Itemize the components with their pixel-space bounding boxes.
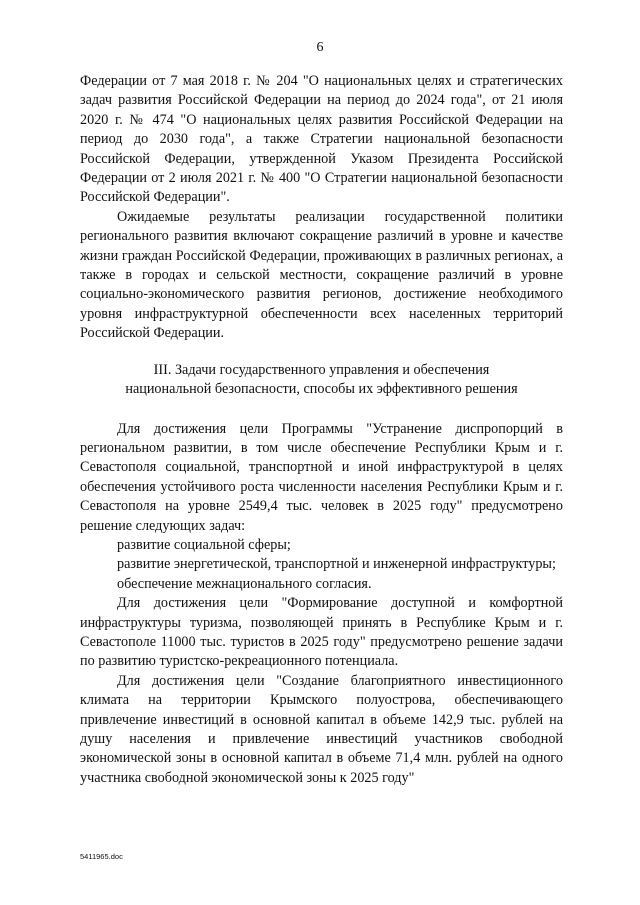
paragraph-goal-tourism: Для достижения цели "Формирование доступной и комфортной инфраструктуры туризма, позволяющей принять в Республике Крым и г. Севастополе 11000 тыс. туристов в 2025 году" предусмотрено решение задачи по развитию туристско-рекреационного потенциала. — [80, 595, 563, 670]
section-heading-line-1: III. Задачи государственного управления и обеспечения — [153, 361, 490, 378]
section-heading — [80, 361, 563, 400]
list-item-social-sphere: развитие социальной сферы; — [117, 536, 291, 553]
paragraph-goal-investment: Для достижения цели "Создание благоприятного инвестиционного климата на территории Крымского полуострова, обеспечивающего привлечение инвестиций в основной капитал в объеме 142,9 тыс. рублей на душу населения и привлечение инвестиций участников свободной экономической зоны в основной капитал в объеме 71,4 млн. рублей на одного участника свободной экономической зоны к 2025 году" — [80, 672, 563, 786]
document-filename: 5411965.doc — [80, 852, 123, 861]
section-heading-line-2: национальной безопасности, способы их эффективного решения — [125, 381, 518, 398]
page-number: 6 — [316, 40, 324, 55]
paragraph-expected-results: Ожидаемые результаты реализации государственной политики регионального развития включают сокращение различий в уровне и качестве жизни граждан Российской Федерации, проживающих в различных регионах, а также в городах и сельской местности, сокращение различий в уровне социально-экономического развития регионов, достижение необходимого уровня инфраструктурной обеспеченности всех населенных территорий Российской Федерации. — [80, 208, 563, 342]
list-item-infrastructure: развитие энергетической, транспортной и инженерной инфраструктуры; — [117, 556, 556, 573]
paragraph-decree-references: Федерации от 7 мая 2018 г. № 204 "О национальных целях и стратегических задач развития Российской Федерации на период до 2024 года", от 21 июля 2020 г. № 474 "О национальных целях развития Российской Федерации на период до 2030 года", а также Стратегии национальной безопасности Российской Федерации, утвержденной Указом Президента Российской Федерации от 2 июля 2021 г. № 400 "О Стратегии национальной безопасности Российской Федерации". — [80, 73, 563, 206]
document-body — [80, 72, 563, 788]
list-item-interethnic-accord: обеспечение межнационального согласия. — [117, 575, 372, 592]
paragraph-goal-disproportions: Для достижения цели Программы "Устранение диспропорций в региональном развитии, в том числе обеспечение Республики Крым и г. Севастополя социальной, транспортной и иной инфраструктурой в целях обеспечения устойчивого роста численности населения Республики Крым и г. Севастополя на уровне 2549,4 тыс. человек в 2025 году" предусмотрено решение следующих задач: — [80, 420, 563, 534]
